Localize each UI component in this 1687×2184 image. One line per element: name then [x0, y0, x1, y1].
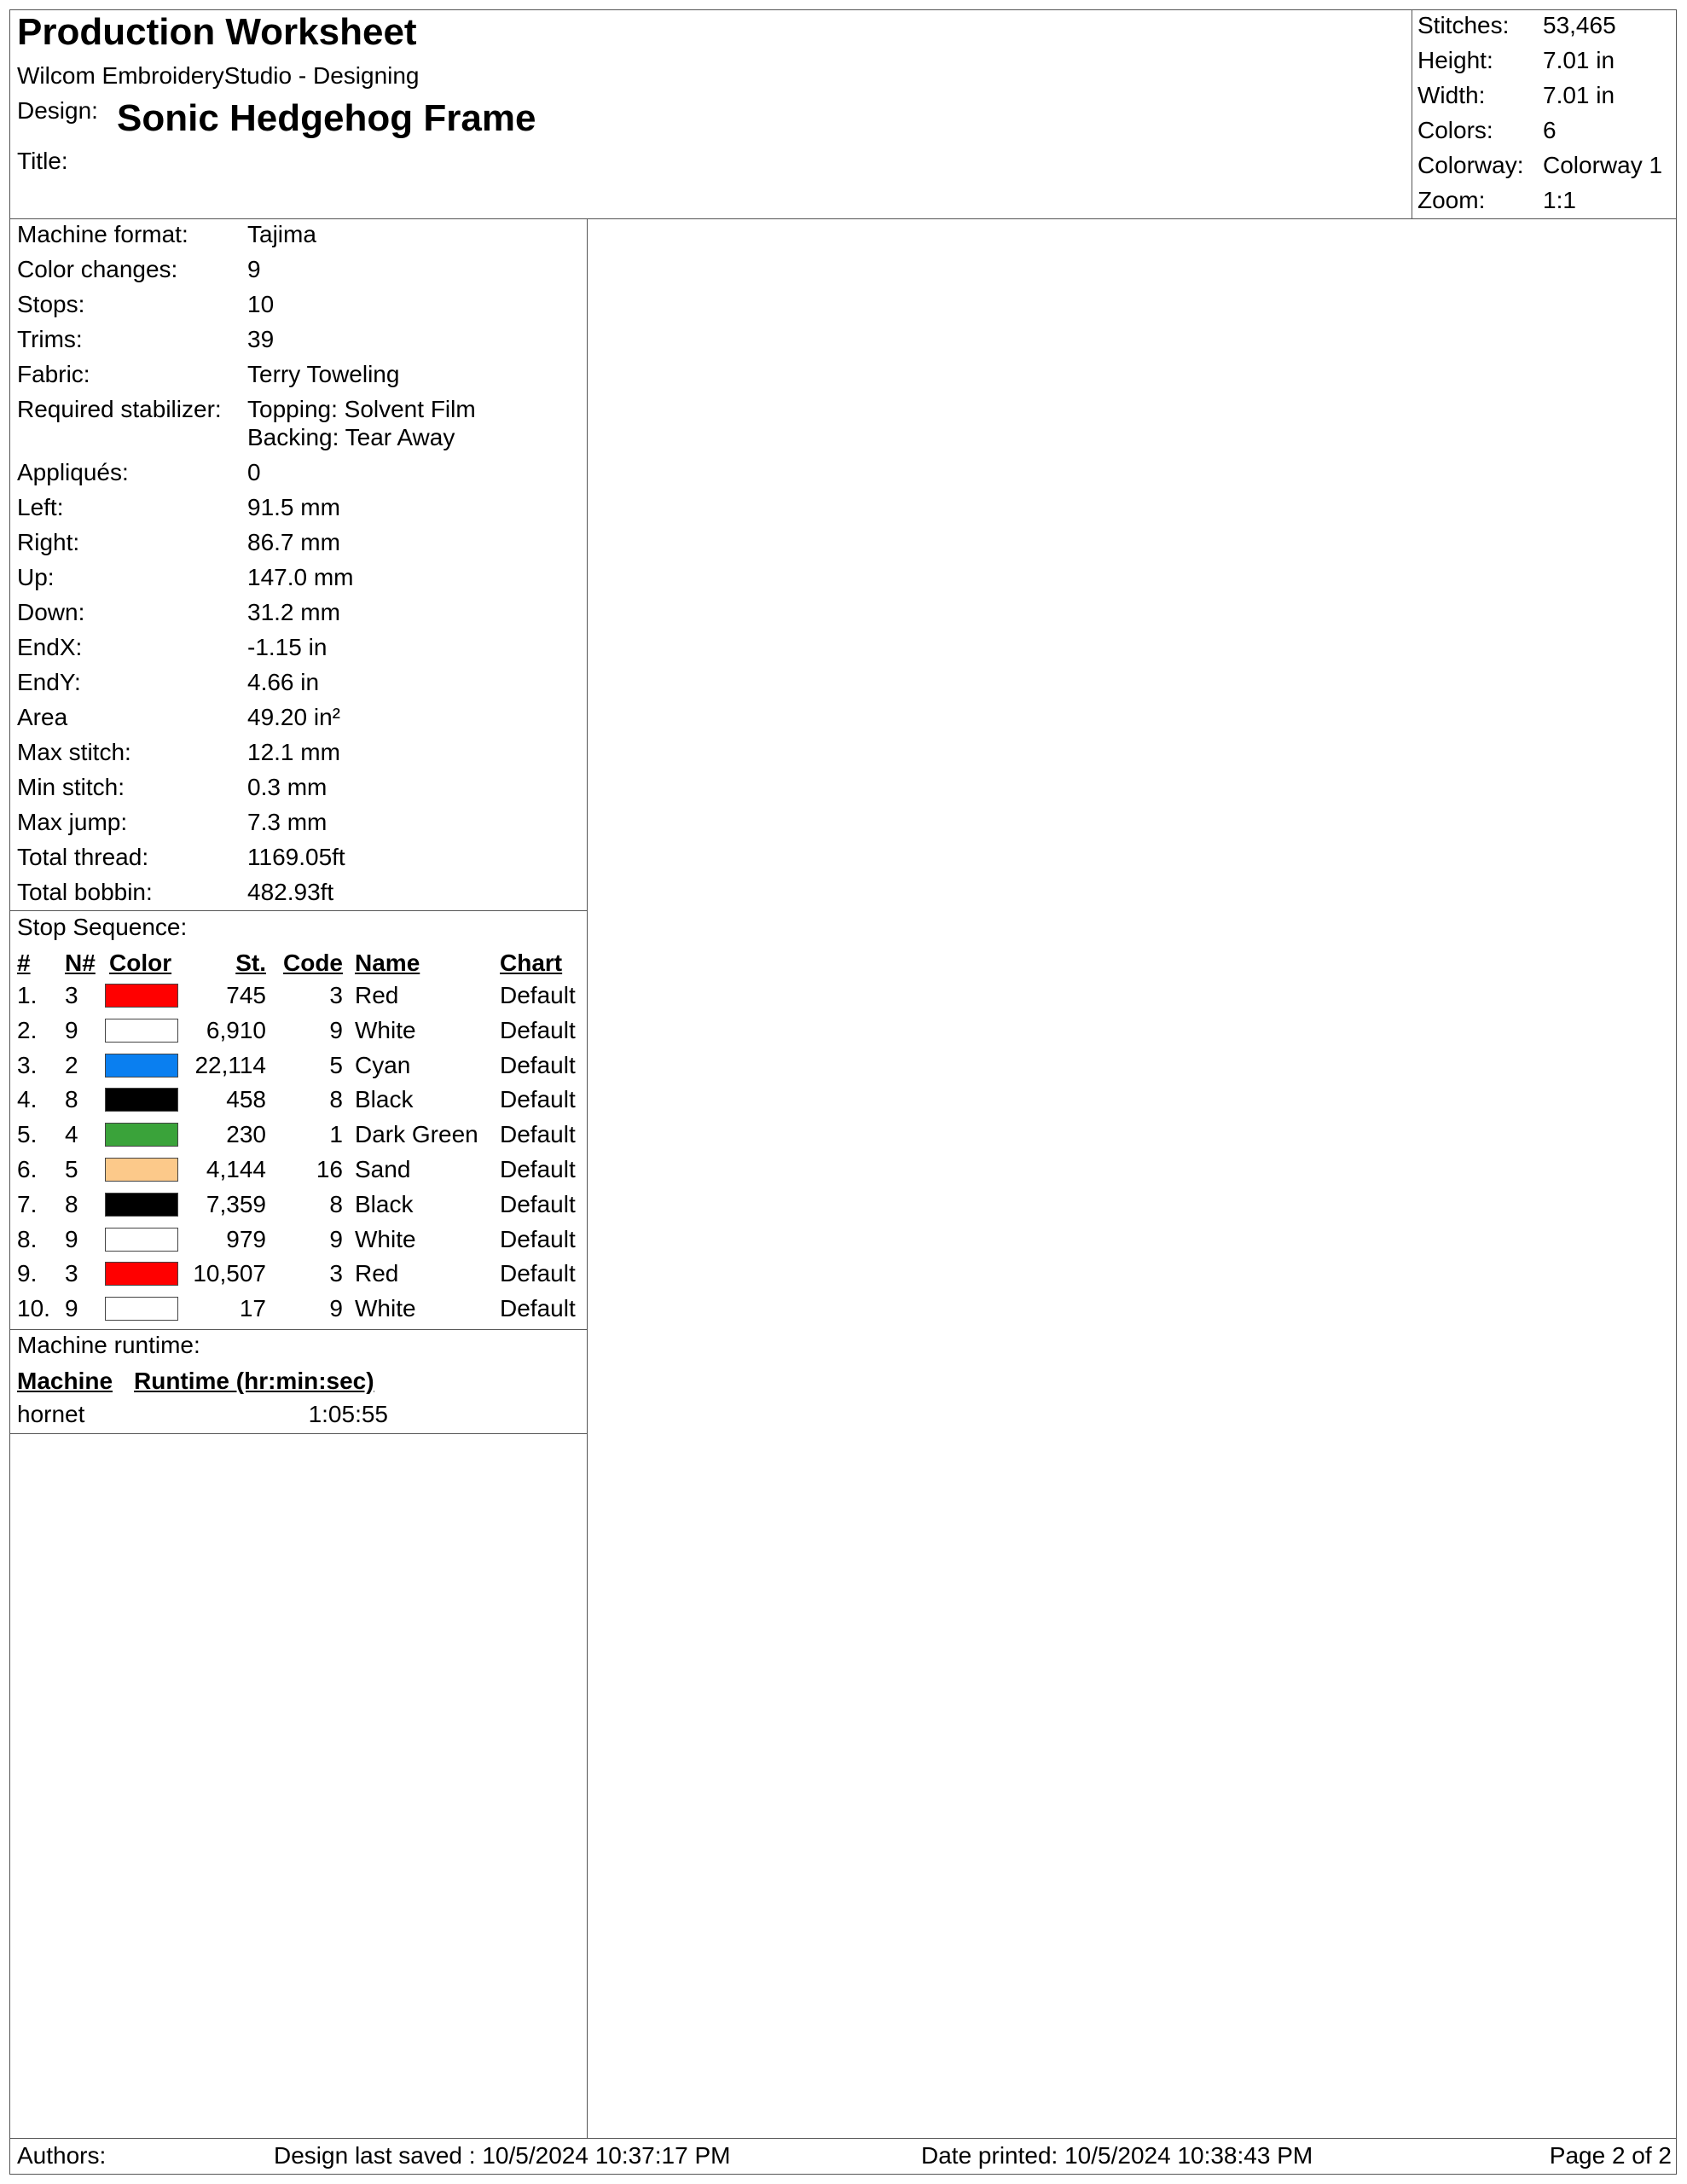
details-divider [9, 910, 587, 911]
detail-value: 10 [247, 291, 275, 317]
stop-row-code: 3 [329, 1260, 343, 1287]
stop-row-number: 10. [17, 1295, 50, 1322]
detail-label: Required stabilizer: [17, 396, 222, 422]
detail-label: Down: [17, 599, 85, 625]
summary-value: 7.01 in [1543, 82, 1615, 108]
stop-row-number: 3. [17, 1051, 38, 1078]
detail-value: 49.20 in² [247, 704, 340, 730]
stop-row-name: Dark Green [355, 1121, 478, 1148]
col-header-color: Color [109, 950, 172, 976]
page-title: Production Worksheet [17, 11, 417, 53]
detail-label: Up: [17, 564, 55, 590]
detail-label: EndX: [17, 634, 83, 660]
stop-row-chart: Default [500, 1190, 576, 1217]
title-label: Title: [17, 148, 68, 174]
footer-last-saved: Design last saved : 10/5/2024 10:37:17 PM [274, 2142, 731, 2169]
col-header-needle: N# [65, 950, 96, 976]
summary-label: Width: [1417, 82, 1486, 108]
stop-row-chart: Default [500, 1295, 576, 1322]
detail-label: Area [17, 704, 68, 730]
col-header-name: Name [355, 950, 420, 976]
design-name: Sonic Hedgehog Frame [117, 97, 536, 139]
col-header-code: Code [283, 950, 343, 976]
summary-value: 53,465 [1543, 12, 1616, 38]
color-swatch [105, 1123, 178, 1147]
stop-row-chart: Default [500, 1225, 576, 1252]
color-swatch [105, 1262, 178, 1286]
summary-label: Colors: [1417, 117, 1493, 143]
stop-row-stitches: 7,359 [206, 1190, 266, 1217]
stop-row-chart: Default [500, 1051, 576, 1078]
stop-row-stitches: 4,144 [206, 1156, 266, 1182]
summary-label: Height: [1417, 47, 1493, 73]
detail-value: Tajima [247, 221, 316, 247]
detail-value: 91.5 mm [247, 494, 340, 520]
detail-label: Fabric: [17, 361, 90, 387]
stop-sequence-title: Stop Sequence: [17, 914, 188, 940]
stop-row-number: 5. [17, 1121, 38, 1148]
detail-value: 31.2 mm [247, 599, 340, 625]
stop-row-number: 7. [17, 1190, 38, 1217]
summary-value: 1:1 [1543, 187, 1576, 213]
color-swatch [105, 1193, 178, 1217]
color-swatch [105, 1297, 178, 1321]
col-header-stitches: St. [235, 950, 266, 976]
detail-label: Max jump: [17, 809, 128, 835]
color-swatch [105, 1019, 178, 1043]
stop-row-chart: Default [500, 982, 576, 1008]
stop-row-chart: Default [500, 1086, 576, 1113]
detail-label: Trims: [17, 326, 83, 352]
detail-value: 9 [247, 256, 261, 282]
detail-value: -1.15 in [247, 634, 328, 660]
footer-date-printed: Date printed: 10/5/2024 10:38:43 PM [921, 2142, 1313, 2169]
stop-row-number: 9. [17, 1260, 38, 1287]
stop-row-needle: 9 [65, 1225, 78, 1252]
runtime-header-machine: Machine [17, 1368, 113, 1394]
runtime-header-runtime: Runtime (hr:min:sec) [134, 1368, 374, 1394]
stop-row-code: 3 [329, 982, 343, 1008]
summary-label: Colorway: [1417, 152, 1524, 178]
header-divider [9, 218, 1677, 219]
detail-value: 86.7 mm [247, 529, 340, 555]
detail-value: Terry Toweling [247, 361, 400, 387]
col-header-num: # [17, 950, 31, 976]
detail-label: Color changes: [17, 256, 178, 282]
stop-row-number: 6. [17, 1156, 38, 1182]
detail-label: Stops: [17, 291, 85, 317]
summary-label: Zoom: [1417, 187, 1486, 213]
detail-value: 4.66 in [247, 669, 320, 695]
stop-row-chart: Default [500, 1016, 576, 1043]
stop-row-number: 8. [17, 1225, 38, 1252]
summary-value: 7.01 in [1543, 47, 1615, 73]
stop-row-stitches: 17 [239, 1295, 266, 1322]
stop-row-stitches: 979 [226, 1225, 266, 1252]
stop-row-stitches: 745 [226, 982, 266, 1008]
color-swatch [105, 984, 178, 1008]
stop-row-number: 2. [17, 1016, 38, 1043]
stop-row-stitches: 10,507 [193, 1260, 266, 1287]
stop-row-code: 9 [329, 1295, 343, 1322]
col-header-chart: Chart [500, 950, 563, 976]
stop-row-needle: 9 [65, 1295, 78, 1322]
footer-authors: Authors: [17, 2142, 107, 2169]
stop-row-needle: 8 [65, 1086, 78, 1113]
detail-label: EndY: [17, 669, 81, 695]
app-name: Wilcom EmbroideryStudio - Designing [17, 62, 420, 89]
detail-value: Backing: Tear Away [247, 424, 455, 450]
summary-value: Colorway 1 [1543, 152, 1663, 178]
stop-row-name: Black [355, 1190, 414, 1217]
stop-row-needle: 8 [65, 1190, 78, 1217]
stop-row-chart: Default [500, 1156, 576, 1182]
detail-value: Topping: Solvent Film [247, 396, 476, 422]
stop-row-code: 8 [329, 1190, 343, 1217]
stop-row-code: 1 [329, 1121, 343, 1148]
stop-row-needle: 3 [65, 1260, 78, 1287]
detail-label: Appliqués: [17, 459, 129, 485]
color-swatch [105, 1228, 178, 1252]
stop-sequence-divider [9, 1329, 587, 1330]
stop-row-needle: 9 [65, 1016, 78, 1043]
color-swatch [105, 1054, 178, 1077]
stop-row-stitches: 230 [226, 1121, 266, 1148]
detail-label: Total thread: [17, 844, 149, 870]
detail-value: 7.3 mm [247, 809, 328, 835]
stop-row-name: White [355, 1016, 416, 1043]
detail-value: 482.93ft [247, 879, 334, 905]
stop-row-code: 16 [316, 1156, 343, 1182]
stop-row-name: Red [355, 1260, 399, 1287]
stop-row-name: Sand [355, 1156, 411, 1182]
detail-value: 12.1 mm [247, 739, 340, 765]
detail-value: 1169.05ft [247, 844, 345, 870]
detail-label: Min stitch: [17, 774, 125, 800]
runtime-title: Machine runtime: [17, 1332, 200, 1358]
stop-row-code: 8 [329, 1086, 343, 1113]
detail-label: Right: [17, 529, 80, 555]
summary-value: 6 [1543, 117, 1557, 143]
stop-row-code: 9 [329, 1225, 343, 1252]
stop-row-name: Red [355, 982, 399, 1008]
runtime-machine: hornet [17, 1401, 85, 1427]
stop-row-needle: 5 [65, 1156, 78, 1182]
stop-row-needle: 4 [65, 1121, 78, 1148]
runtime-value: 1:05:55 [308, 1401, 388, 1427]
stop-row-stitches: 6,910 [206, 1016, 266, 1043]
detail-label: Left: [17, 494, 64, 520]
detail-label: Total bobbin: [17, 879, 153, 905]
stop-row-chart: Default [500, 1260, 576, 1287]
detail-value: 0 [247, 459, 261, 485]
stop-row-number: 1. [17, 982, 38, 1008]
footer-page-number: Page 2 of 2 [1549, 2142, 1672, 2169]
stop-row-needle: 2 [65, 1051, 78, 1078]
detail-value: 0.3 mm [247, 774, 328, 800]
detail-label: Max stitch: [17, 739, 131, 765]
stop-row-stitches: 22,114 [194, 1051, 266, 1078]
stop-row-name: White [355, 1225, 416, 1252]
stop-row-name: Black [355, 1086, 414, 1113]
stop-row-name: White [355, 1295, 416, 1322]
detail-value: 39 [247, 326, 275, 352]
detail-value: 147.0 mm [247, 564, 354, 590]
column-divider [587, 218, 588, 2138]
runtime-divider [9, 1433, 587, 1434]
stop-row-code: 9 [329, 1016, 343, 1043]
detail-label: Machine format: [17, 221, 188, 247]
stop-row-chart: Default [500, 1121, 576, 1148]
summary-label: Stitches: [1417, 12, 1510, 38]
color-swatch [105, 1088, 178, 1112]
stop-row-name: Cyan [355, 1051, 411, 1078]
stop-row-stitches: 458 [226, 1086, 266, 1113]
color-swatch [105, 1158, 178, 1182]
stop-row-code: 5 [329, 1051, 343, 1078]
stop-row-number: 4. [17, 1086, 38, 1113]
footer-divider [9, 2138, 1677, 2139]
design-label: Design: [17, 97, 98, 124]
stop-row-needle: 3 [65, 982, 78, 1008]
